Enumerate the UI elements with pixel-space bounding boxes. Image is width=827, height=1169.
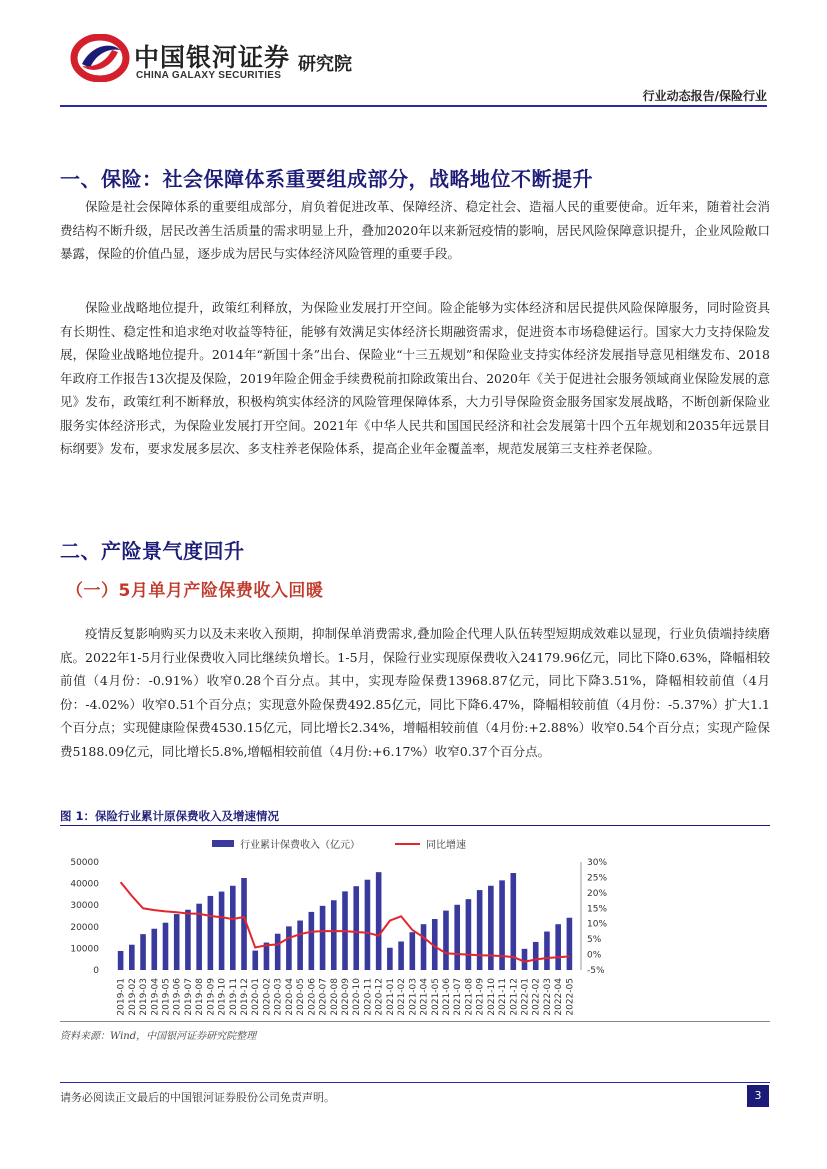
x-axis-tick-label: 2019-12: [240, 978, 251, 1016]
x-axis-tick-label: 2019-02: [127, 978, 138, 1016]
x-axis-tick-label: 2020-05: [296, 978, 307, 1016]
chart-legend: [212, 838, 466, 851]
x-axis-tick-label: 2020-06: [307, 978, 318, 1016]
x-axis-tick-label: 2021-06: [441, 978, 452, 1016]
bar-2019-02: [129, 945, 135, 970]
bar-2019-04: [151, 929, 157, 970]
right-axis-tick-label: 30%: [587, 858, 608, 868]
left-axis-tick-label: 50000: [70, 858, 99, 868]
figure-source: 资料来源：Wind，中国银河证券研究院整理: [60, 1031, 257, 1042]
x-axis-tick-label: 2019-08: [195, 978, 206, 1016]
x-axis-tick-label: 2021-08: [464, 978, 475, 1016]
section-2-subtitle: （一）5月单月产险保费收入回暖: [66, 581, 324, 601]
legend-line-label: 同比增速: [426, 840, 466, 851]
bar-2020-06: [309, 912, 315, 970]
x-axis-tick-label: 2021-05: [430, 978, 441, 1016]
section-1-paragraph-2: 保险业战略地位提升，政策红利释放，为保险业发展打开空间。险企能够为实体经济和居民提供风险保障服务，同时险资具有长期性、稳定性和追求绝对收益等特征，能够有效满足实体经济长期融资需求，促进资本市场稳健运行。国家大力支持保险发展，保险业战略地位提升。2014年“新国十条”出台、保险业“十三五规划”和保险业支持实体经济发展指导意见相继发布、2018年政府工作报告13次提及保险，2019年险企佣金手续费税前扣除政策出台、2020年《关于促进社会服务领域商业保险发展的意见》发布，政策红利不断释放，积极构筑实体经济的风险管理保障体系，大力引导保险资金服务国家发展战略，不断创新保险业服务实体经济形式，为保险业发展打开空间。2021年《中华人民共和国国民经济和社会发展第十四个五年规划和2035年远景目标纲要》发布，要求发展多层次、多支柱养老保险体系，提高企业年金覆盖率，规范发展第三支柱养老保险。: [60, 300, 770, 456]
bar-2021-12: [510, 873, 516, 970]
x-axis-tick-label: 2020-07: [318, 978, 329, 1016]
x-axis-tick-label: 2020-12: [374, 978, 385, 1016]
bar-2022-01: [522, 949, 528, 970]
x-axis-tick-label: 2021-03: [408, 978, 419, 1016]
x-axis-tick-label: 2020-02: [262, 978, 273, 1016]
right-axis-tick-label: 15%: [587, 904, 608, 915]
page-number: 3: [747, 1085, 769, 1107]
galaxy-logo-icon: [70, 34, 130, 82]
right-axis-tick-label: -5%: [587, 966, 605, 976]
bar-2020-12: [376, 872, 382, 970]
bar-2021-09: [477, 890, 483, 970]
bar-2021-07: [454, 905, 460, 970]
premium-income-chart: [60, 830, 770, 1018]
footer-disclaimer: 请务必阅读正文最后的中国银河证券股份公司免责声明。: [60, 1091, 335, 1104]
right-axis-tick-label: 10%: [587, 919, 608, 930]
x-axis-tick-label: 2019-05: [161, 978, 172, 1016]
section-1-title: 一、保险：社会保障体系重要组成部分，战略地位不断提升: [60, 167, 593, 191]
bar-2019-06: [174, 914, 180, 970]
figure-title: 图 1：保险行业累计原保费收入及增速情况: [60, 809, 280, 823]
x-axis-tick-label: 2019-09: [206, 978, 217, 1016]
right-axis-tick-label: 0%: [587, 950, 602, 961]
x-axis-tick-label: 2020-11: [363, 978, 374, 1016]
bar-2020-04: [286, 926, 292, 970]
bar-2021-02: [398, 941, 404, 970]
bar-2020-10: [353, 886, 359, 970]
bar-2019-10: [219, 892, 225, 970]
figure-bottom-rule: [60, 1021, 770, 1022]
bar-2020-01: [252, 951, 258, 970]
footer-divider: [60, 1082, 770, 1083]
bar-2020-03: [275, 934, 281, 970]
right-axis-tick-label: 25%: [587, 873, 608, 884]
x-axis-tick-label: 2022-02: [531, 978, 542, 1016]
bar-2020-07: [320, 906, 326, 970]
brand-name-en: CHINA GALAXY SECURITIES: [136, 70, 282, 81]
left-axis-tick-label: 10000: [70, 944, 99, 955]
right-axis-tick-label: 20%: [587, 888, 608, 899]
x-axis-tick-label: 2021-04: [419, 978, 430, 1016]
bar-2019-09: [208, 896, 214, 970]
bar-2021-04: [421, 924, 427, 970]
x-axis-tick-label: 2021-11: [498, 978, 509, 1016]
x-axis-tick-label: 2019-07: [183, 978, 194, 1016]
x-axis-tick-label: 2019-01: [116, 978, 127, 1016]
bar-2022-04: [555, 924, 561, 970]
x-axis-tick-label: 2022-04: [554, 978, 565, 1016]
x-axis-tick-label: 2022-03: [542, 978, 553, 1016]
legend-bar-swatch: [212, 840, 234, 847]
bar-2022-05: [567, 918, 573, 970]
bar-2019-03: [140, 934, 146, 970]
bar-2020-11: [365, 880, 371, 970]
bar-2022-03: [544, 932, 550, 970]
x-axis-tick-label: 2020-01: [251, 978, 262, 1016]
x-axis-tick-label: 2020-10: [352, 978, 363, 1016]
x-axis-tick-label: 2022-01: [520, 978, 531, 1016]
x-axis-tick-label: 2021-10: [486, 978, 497, 1016]
section-2-paragraph: 疫情反复影响购买力以及未来收入预期，抑制保单消费需求,叠加险企代理人队伍转型短期成效难以显现，行业负债端持续磨底。2022年1-5月行业保费收入同比继续负增长。1-5月，保险行业实现原保费收入24179.96亿元，同比下降0.63%，降幅相较前值（4月份：-0.91%）收窄0.28个百分点。其中，实现寿险保费13968.87亿元，同比下降3.51%，降幅相较前值（4月份：-4.02%）收窄0.51个百分点；实现意外险保费492.85亿元，同比下降6.47%，降幅相较前值（4月份：-5.37%）扩大1.1个百分点；实现健康险保费4530.15亿元，同比增长2.34%，增幅相较前值（4月份:+2.88%）收窄0.54个百分点；实现产险保费5188.09亿元，同比增长5.8%,增幅相较前值（4月份:+6.17%）收窄0.37个百分点。: [60, 626, 770, 759]
right-axis-tick-label: 5%: [587, 935, 602, 946]
x-axis-tick-label: 2019-10: [217, 978, 228, 1016]
bar-2019-07: [185, 910, 191, 970]
left-axis-tick-label: 30000: [70, 901, 99, 912]
bar-2021-03: [410, 932, 416, 970]
x-axis-tick-label: 2020-08: [329, 978, 340, 1016]
left-axis-tick-label: 20000: [70, 922, 99, 933]
x-axis-tick-label: 2019-03: [139, 978, 150, 1016]
legend-bar-label: 行业累计保费收入（亿元）: [240, 840, 360, 851]
bar-2020-05: [297, 921, 303, 970]
bar-2019-11: [230, 886, 236, 970]
bar-2021-01: [387, 948, 393, 970]
bar-2019-01: [118, 951, 124, 970]
section-2-title: 二、产险景气度回升: [60, 539, 245, 563]
bar-2020-08: [331, 900, 337, 970]
report-type: 行业动态报告/保险行业: [642, 89, 767, 103]
header-divider: [60, 105, 767, 107]
institute-name: 研究院: [298, 54, 352, 75]
bar-2021-08: [466, 899, 472, 970]
x-axis-tick-label: 2021-07: [453, 978, 464, 1016]
x-axis-tick-label: 2020-04: [284, 978, 295, 1016]
x-axis-tick-label: 2020-03: [273, 978, 284, 1016]
brand-name-cn: 中国银河证券: [134, 43, 291, 72]
x-axis-tick-label: 2019-11: [228, 978, 239, 1016]
bar-2021-06: [443, 911, 449, 970]
left-axis-tick-label: 40000: [70, 879, 99, 890]
x-axis-tick-label: 2021-01: [385, 978, 396, 1016]
x-axis-tick-label: 2021-02: [397, 978, 408, 1016]
section-1-paragraph-1: 保险是社会保障体系的重要组成部分，肩负着促进改革、保障经济、稳定社会、造福人民的重要使命。近年来，随着社会消费结构不断升级，居民改善生活质量的需求明显上升，叠加2020年以来新冠疫情的影响，居民风险保障意识提升，企业风险敞口暴露，保险的价值凸显，逐步成为居民与实体经济风险管理的重要手段。: [60, 199, 770, 261]
x-axis-tick-label: 2021-12: [509, 978, 520, 1016]
x-axis-tick-label: 2020-09: [341, 978, 351, 1016]
bar-2021-10: [488, 886, 494, 970]
bar-2019-05: [163, 923, 169, 970]
x-axis-tick-label: 2021-09: [475, 978, 486, 1016]
x-axis-tick-label: 2019-04: [150, 978, 161, 1016]
x-axis-tick-label: 2019-06: [172, 978, 183, 1016]
bar-2022-02: [533, 942, 539, 970]
x-axis-tick-label: 2022-05: [565, 978, 576, 1016]
left-axis-tick-label: 0: [93, 966, 99, 976]
figure-top-rule: [60, 825, 770, 826]
